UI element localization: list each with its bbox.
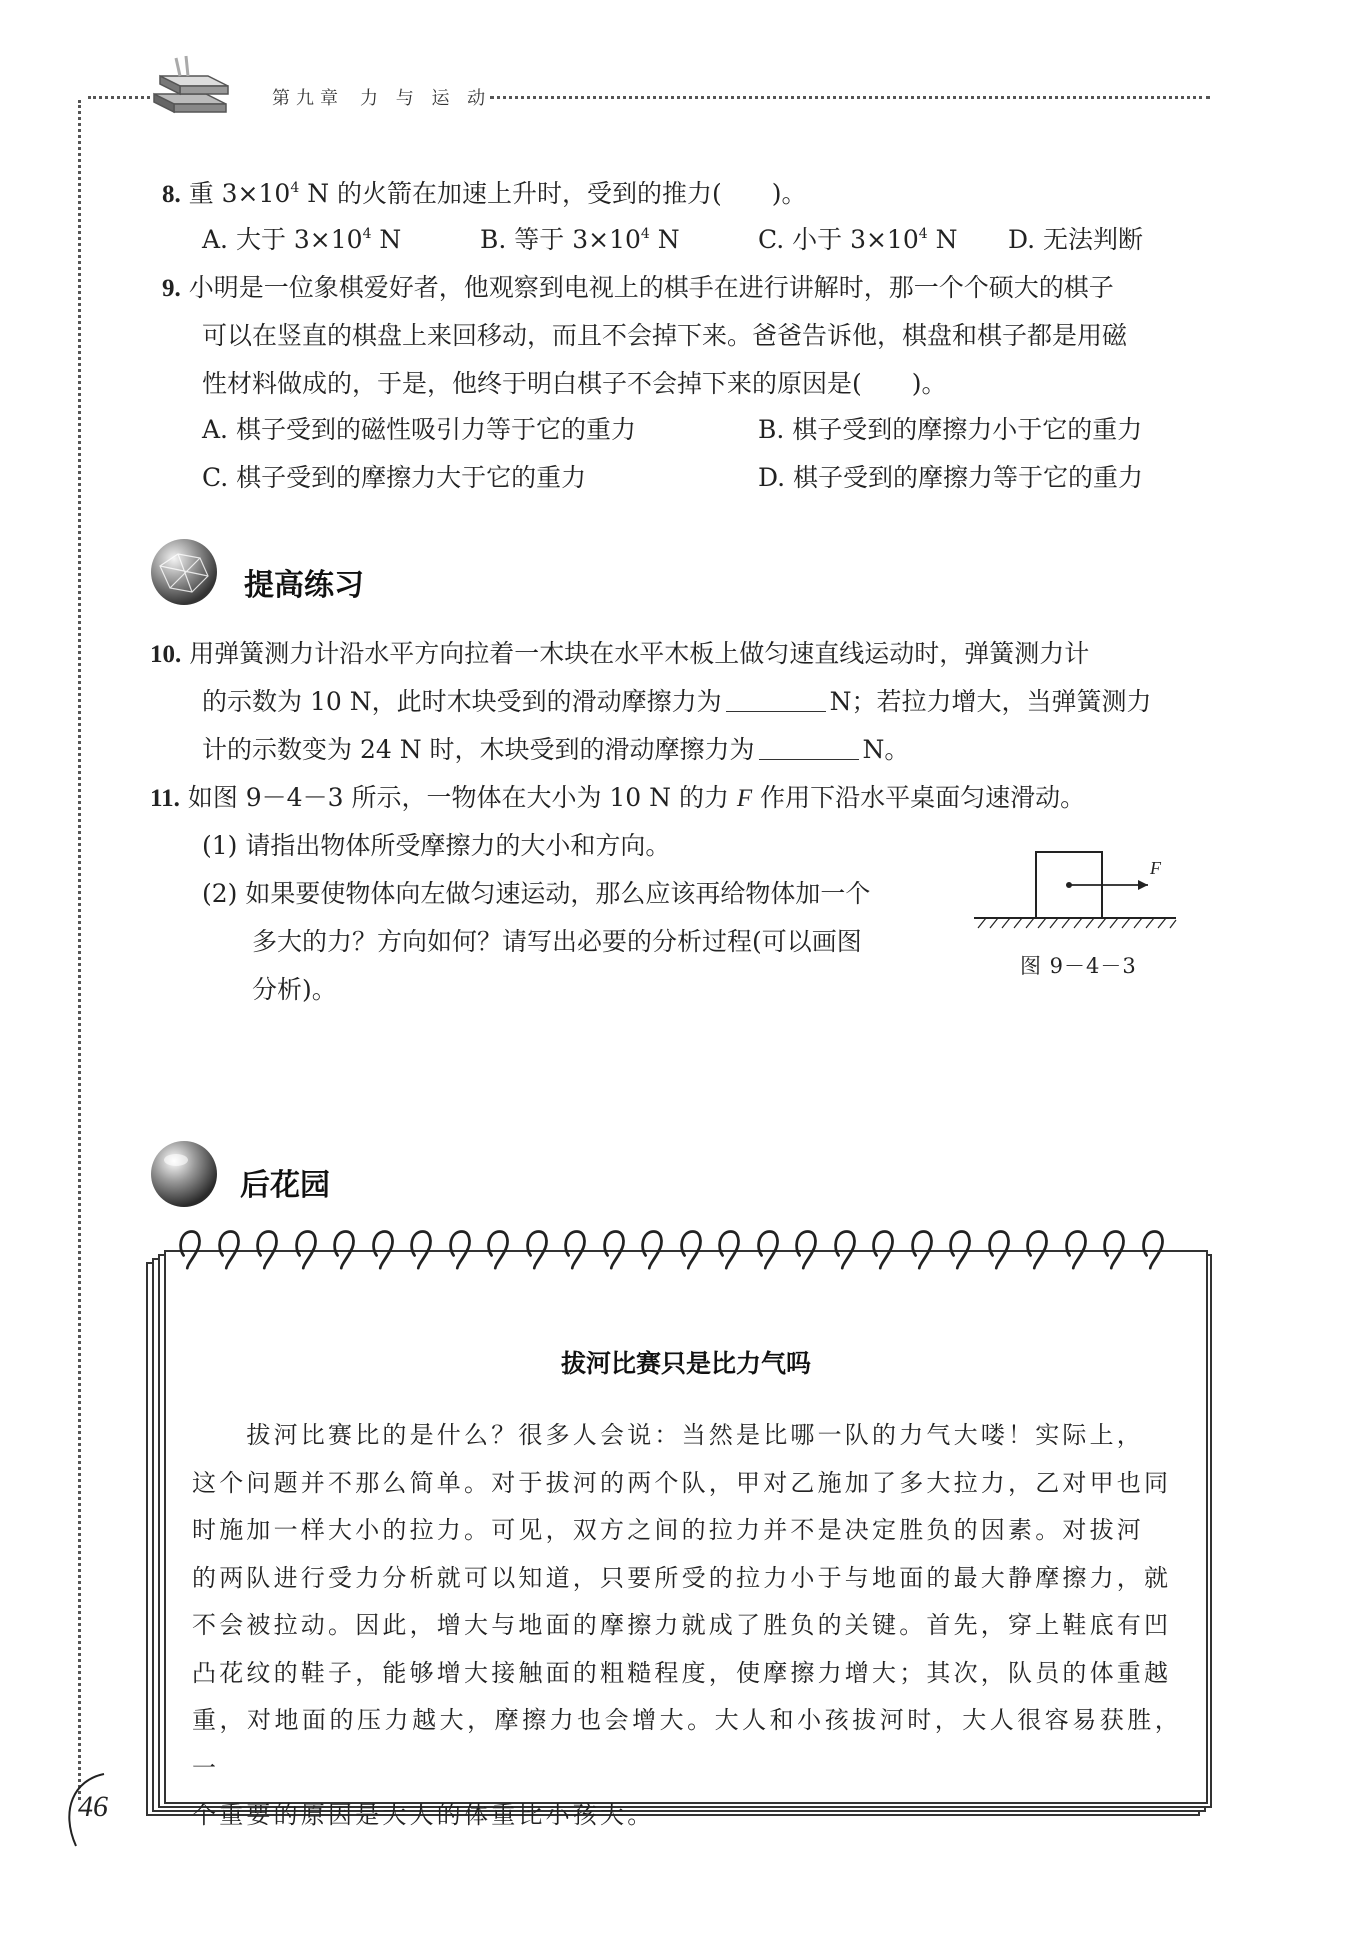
question-stem-line: 的示数为 10 N，此时木块受到的滑动摩擦力为 N；若拉力增大，当弹簧测力 <box>202 687 1152 716</box>
essay-line: 这个问题并不那么简单。对于拔河的两个队，甲对乙施加了多大拉力，乙对甲也同 <box>192 1468 1172 1497</box>
question-stem-line: 性材料做成的，于是，他终于明白棋子不会掉下来的原因是( )。 <box>202 369 947 398</box>
spiral-ring <box>677 1228 705 1270</box>
essay-line: 的两队进行受力分析就可以知道，只要所受的拉力小于与地面的最大静摩擦力，就 <box>192 1563 1172 1592</box>
essay-line: 时施加一样大小的拉力。可见，双方之间的拉力并不是决定胜负的因素。对拔河 <box>192 1516 1144 1544</box>
question-stem-line: 用弹簧测力计沿水平方向拉着一木块在水平木板上做匀速直线运动时，弹簧测力计 <box>189 639 1090 668</box>
spiral-ring <box>869 1228 897 1270</box>
spiral-ring <box>908 1228 936 1270</box>
spiral-ring <box>292 1228 320 1270</box>
q8-option-b: B. 等于 $3\times 10^4$ N <box>480 225 680 254</box>
spiral-ring <box>985 1228 1013 1270</box>
spiral-ring <box>484 1228 512 1270</box>
question-stem: 重 $3\times 10^4$ N 的火箭在加速上升时，受到的推力( )。 <box>188 179 807 208</box>
essay-line: 不会被拉动。因此，增大与地面的摩擦力就成了胜负的关键。首先，穿上鞋底有凹 <box>192 1611 1172 1639</box>
q9-option-d: D. 棋子受到的摩擦力等于它的重力 <box>758 463 1144 492</box>
essay-body <box>192 1412 1182 1840</box>
spiral-binding <box>176 1228 1186 1274</box>
notebook-page <box>164 1250 1208 1829</box>
header-dotted-rule-left <box>88 96 150 99</box>
figure-block-on-table <box>970 840 1190 940</box>
spiral-ring <box>831 1228 859 1270</box>
globe-network-icon <box>148 536 220 608</box>
spiral-ring <box>407 1228 435 1270</box>
page-number: 46 <box>78 1790 108 1823</box>
question-number: 10. <box>150 641 182 668</box>
spiral-ring <box>330 1228 358 1270</box>
question-stem-line: 可以在竖直的棋盘上来回移动，而且不会掉下来。爸爸告诉他，棋盘和棋子都是用磁 <box>202 321 1128 350</box>
spiral-ring <box>715 1228 743 1270</box>
q8-option-d: D. 无法判断 <box>1008 225 1144 254</box>
question-9 <box>162 264 1114 313</box>
spiral-ring <box>638 1228 666 1270</box>
header-dotted-rule-right <box>490 96 1210 99</box>
section-title-garden: 后花园 <box>240 1168 330 1203</box>
essay-line: 拔河比赛比的是什么？很多人会说：当然是比哪一队的力气大喽！实际上， <box>192 1421 1144 1449</box>
question-stem-line: 小明是一位象棋爱好者，他观察到电视上的棋手在进行讲解时，那一个个硕大的棋子 <box>188 273 1114 302</box>
question-stem-line: 计的示数变为 24 N 时，木块受到的滑动摩擦力为 N。 <box>202 735 910 764</box>
sub-question-1: (1) 请指出物体所受摩擦力的大小和方向。 <box>202 831 671 860</box>
question-8 <box>162 170 807 219</box>
q8-option-a: A. 大于 $3\times 10^4$ N <box>202 225 402 254</box>
running-header <box>272 84 491 110</box>
sub-question-2-line: 分析)。 <box>252 975 337 1004</box>
q9-option-b: B. 棋子受到的摩擦力小于它的重力 <box>758 415 1143 444</box>
q9-option-c: C. 棋子受到的摩擦力大于它的重力 <box>202 463 587 492</box>
force-label: F <box>1150 858 1161 878</box>
q9-option-a: A. 棋子受到的磁性吸引力等于它的重力 <box>202 415 636 444</box>
question-11 <box>150 774 1085 823</box>
spiral-ring <box>600 1228 628 1270</box>
spiral-ring <box>1062 1228 1090 1270</box>
essay-line: 个重要的原因是大人的体重比小孩大。 <box>192 1801 655 1829</box>
spiral-ring <box>754 1228 782 1270</box>
spiral-ring <box>369 1228 397 1270</box>
spiral-ring <box>946 1228 974 1270</box>
question-number: 11. <box>150 785 180 812</box>
spiral-ring <box>215 1228 243 1270</box>
spiral-ring <box>561 1228 589 1270</box>
answer-blank[interactable] <box>759 733 859 760</box>
spiral-ring <box>176 1228 204 1270</box>
question-stem: 如图 9－4－3 所示，一物体在大小为 10 N 的力 F 作用下沿水平桌面匀速滑动。 <box>187 783 1086 812</box>
books-icon <box>146 54 242 126</box>
question-10 <box>150 630 1089 679</box>
essay-line: 重，对地面的压力越大，摩擦力也会增大。大人和小孩拔河时，大人很容易获胜，一 <box>192 1706 1182 1782</box>
margin-dotted-rule <box>78 100 81 1800</box>
chapter-title: 力 与 运 动 <box>360 88 492 109</box>
spiral-ring <box>1023 1228 1051 1270</box>
spiral-ring <box>253 1228 281 1270</box>
chapter-number: 第九章 <box>272 88 344 109</box>
essay-title: 拔河比赛只是比力气吗 <box>560 1349 811 1378</box>
sub-question-2-line: 多大的力？方向如何？请写出必要的分析过程(可以画图 <box>252 927 862 956</box>
section-title-improve: 提高练习 <box>244 568 364 603</box>
spiral-ring <box>1139 1228 1167 1270</box>
spiral-ring <box>1100 1228 1128 1270</box>
glass-sphere-icon <box>148 1138 220 1210</box>
question-number: 8. <box>162 181 181 208</box>
figure-caption: 图 9－4－3 <box>1020 954 1137 978</box>
answer-blank[interactable] <box>726 685 826 712</box>
spiral-ring <box>523 1228 551 1270</box>
question-number: 9. <box>162 275 181 302</box>
spiral-ring <box>792 1228 820 1270</box>
sub-question-2-line: (2) 如果要使物体向左做匀速运动，那么应该再给物体加一个 <box>202 879 871 908</box>
spiral-ring <box>446 1228 474 1270</box>
q8-option-c: C. 小于 $3\times 10^4$ N <box>758 225 958 254</box>
essay-line: 凸花纹的鞋子，能够增大接触面的粗糙程度，使摩擦力增大；其次，队员的体重越 <box>192 1658 1172 1687</box>
